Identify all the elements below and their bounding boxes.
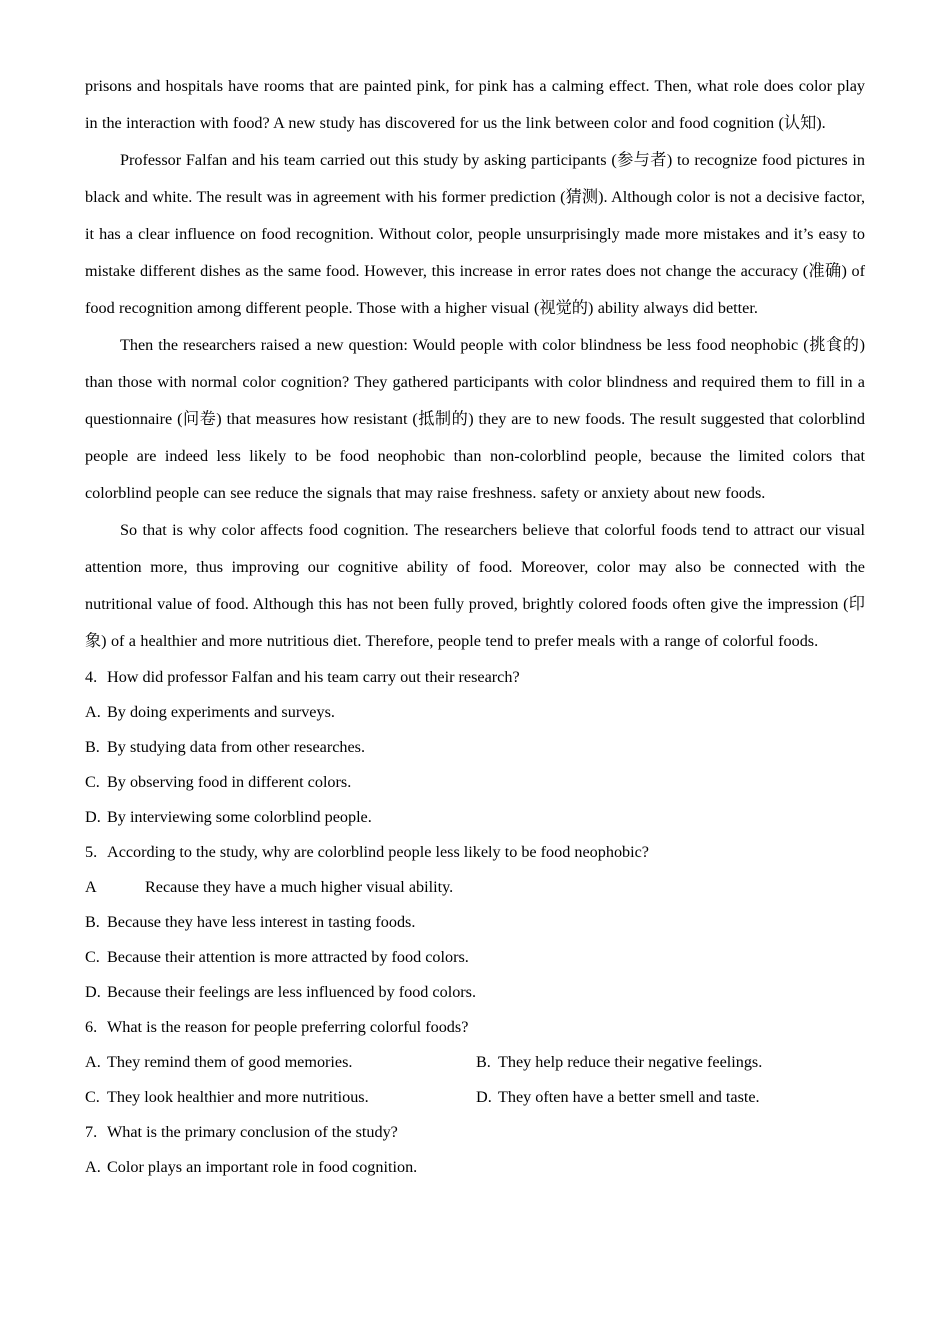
reading-passage (85, 68, 865, 660)
option-text: They look healthier and more nutritious. (107, 1088, 369, 1106)
option-text: Color plays an important role in food cognition. (107, 1158, 418, 1176)
option-label: D. (476, 1088, 492, 1106)
question-6-stem (85, 1010, 865, 1045)
question-5-stem (85, 835, 865, 870)
question-5-option-c[interactable] (85, 940, 865, 975)
option-text: By observing food in different colors. (107, 773, 352, 791)
option-label: C. (85, 1088, 100, 1106)
option-label: B. (85, 913, 100, 931)
option-text: Because their attention is more attracted by food colors. (107, 948, 469, 966)
question-7-stem-text: What is the primary conclusion of the study? (107, 1123, 398, 1141)
question-5-option-b[interactable] (85, 905, 865, 940)
option-text: By studying data from other researches. (107, 738, 366, 756)
option-text: By interviewing some colorblind people. (107, 808, 372, 826)
passage-paragraph-1: prisons and hospitals have rooms that are painted pink, for pink has a calming effect. Then, what role does color play in the interaction with food? A new study has discovered for us the link between color and food cognition (认知). (85, 77, 865, 132)
passage-paragraph-2: Professor Falfan and his team carried out this study by asking participants (参与者) to recognize food pictures in black and white. The result was in agreement with his former prediction (猜测). Although color is not a decisive factor, it has a clear influence on food recognition. Without color, people unsurprisingly made more mistakes and it’s easy to mistake different dishes as the same food. However, this increase in error rates does not change the accuracy (准确) of food recognition among different people. Those with a higher visual (视觉的) ability always did better. (85, 151, 865, 317)
option-text: Recause they have a much higher visual ability. (145, 878, 454, 896)
question-4-stem-text: How did professor Falfan and his team carry out their research? (107, 668, 520, 686)
option-text: Because their feelings are less influenced by food colors. (107, 983, 477, 1001)
question-6-stem-text: What is the reason for people preferring colorful foods? (107, 1018, 469, 1036)
option-label: A (85, 878, 97, 896)
option-text: They remind them of good memories. (107, 1053, 353, 1071)
option-text: By doing experiments and surveys. (107, 703, 335, 721)
option-label: C. (85, 948, 100, 966)
question-5-stem-text: According to the study, why are colorblind people less likely to be food neophobic? (107, 843, 649, 861)
option-label: A. (85, 1053, 101, 1071)
question-4-option-c[interactable] (85, 765, 865, 800)
question-4-option-d[interactable] (85, 800, 865, 835)
option-label: D. (85, 983, 101, 1001)
question-6-option-c[interactable] (85, 1080, 369, 1115)
question-6 (85, 1010, 865, 1115)
question-7-number: 7. (85, 1123, 98, 1141)
option-label: B. (85, 738, 100, 756)
question-6-option-row-2 (85, 1080, 865, 1115)
question-4 (85, 660, 865, 835)
question-7 (85, 1115, 865, 1185)
passage-paragraph-4: So that is why color affects food cognition. The researchers believe that colorful foods tend to attract our visual attention more, thus improving our cognitive ability of food. Moreover, color may also be connected with the nutritional value of food. Although this has not been fully proved, brightly colored foods often give the impression (印象) of a healthier and more nutritious diet. Therefore, people tend to prefer meals with a range of colorful foods. (85, 521, 865, 650)
question-5-number: 5. (85, 843, 98, 861)
passage-paragraph-3: Then the researchers raised a new question: Would people with color blindness be less food neophobic (挑食的) than those with normal color cognition? They gathered participants with color blindness and required them to fill in a questionnaire (问卷) that measures how resistant (抵制的) they are to new foods. The result suggested that colorblind people are indeed less likely to be food neophobic than non-colorblind people, because the limited colors that colorblind people can see reduce the signals that may raise freshness. safety or anxiety about new foods. (85, 336, 865, 502)
question-4-option-b[interactable] (85, 730, 865, 765)
option-label: A. (85, 1158, 101, 1176)
question-7-stem (85, 1115, 865, 1150)
option-label: D. (85, 808, 101, 826)
question-5-option-d[interactable] (85, 975, 865, 1010)
option-text: Because they have less interest in tasting foods. (107, 913, 416, 931)
question-6-option-row-1 (85, 1045, 865, 1080)
question-6-number: 6. (85, 1018, 98, 1036)
page-content (85, 68, 865, 1185)
question-5 (85, 835, 865, 1010)
question-6-option-b[interactable] (476, 1045, 762, 1080)
question-7-option-a[interactable] (85, 1150, 865, 1185)
question-5-option-a[interactable] (85, 870, 865, 905)
question-6-option-d[interactable] (476, 1080, 760, 1115)
option-label: C. (85, 773, 100, 791)
question-4-stem (85, 660, 865, 695)
question-4-option-a[interactable] (85, 695, 865, 730)
option-text: They often have a better smell and taste. (498, 1088, 760, 1106)
question-4-number: 4. (85, 668, 98, 686)
option-label: A. (85, 703, 101, 721)
option-label: B. (476, 1053, 491, 1071)
option-text: They help reduce their negative feelings. (498, 1053, 763, 1071)
question-6-option-a[interactable] (85, 1045, 352, 1080)
